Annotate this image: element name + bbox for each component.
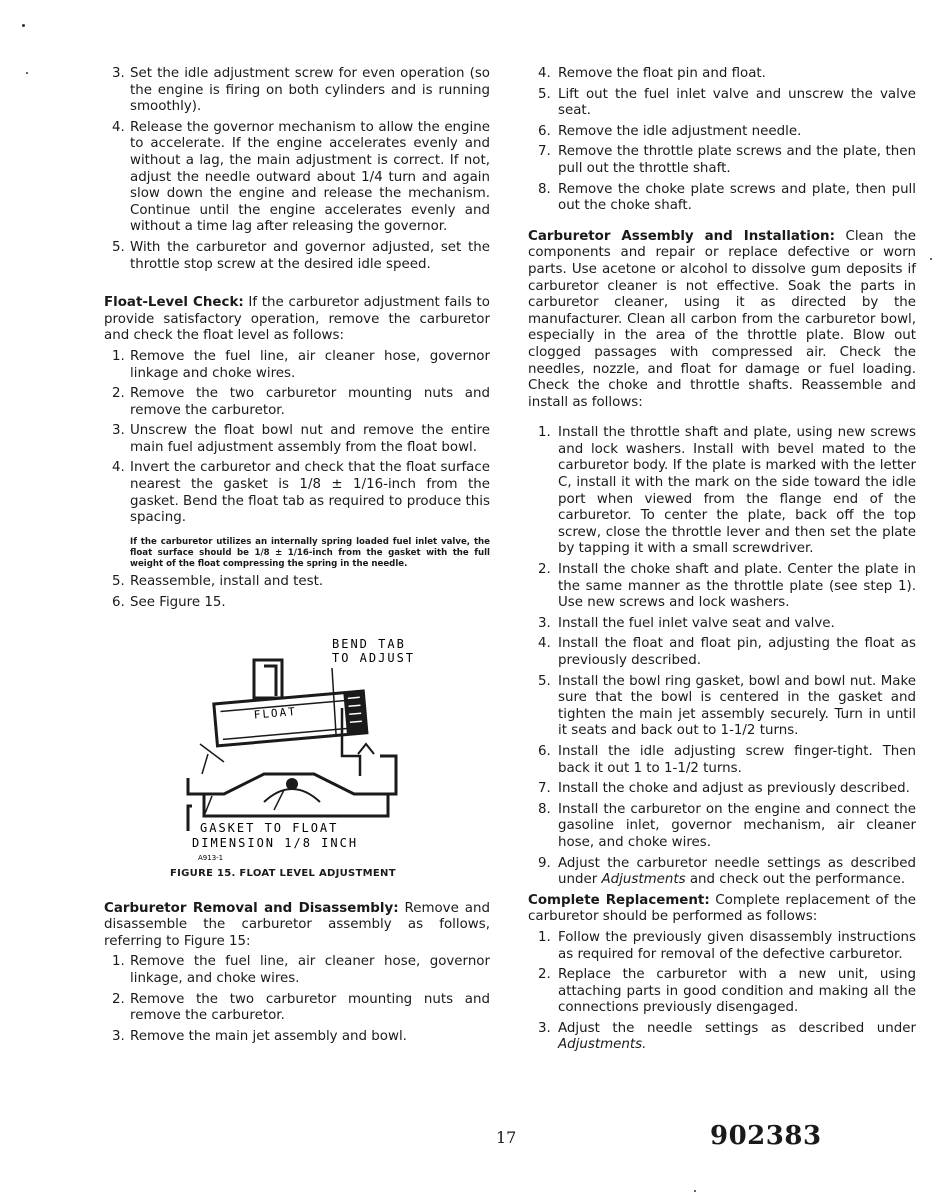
list-item-number: 7.	[538, 144, 551, 160]
scan-speck	[26, 72, 28, 74]
list-item-number: 3.	[538, 1020, 551, 1036]
figure-caption: FIGURE 15. FLOAT LEVEL ADJUSTMENT	[170, 867, 396, 879]
list-item	[528, 66, 916, 83]
list-item-text: See Figure 15.	[130, 595, 226, 611]
list-item	[104, 423, 490, 456]
list-item-text: Remove the idle adjustment needle.	[558, 123, 802, 139]
list-item-text: Install the throttle shaft and plate, using new screws and lock washers. Install with bevel mated to the carburetor body. If the plate is marked with the letter C, install it with the mark on the side toward the idle port when viewed from the flange end of the carburetor. To center the plate, back off the top screw, close the throttle lever and then set the plate by tapping it with a small screwdriver.	[558, 425, 916, 557]
list-item-number: 1.	[538, 425, 551, 441]
figure-code-label: A913-1	[198, 853, 224, 862]
list-item	[528, 674, 916, 740]
list-item-text: Replace the carburetor with a new unit, using attaching parts in good condition and making all the connections previously disengaged.	[558, 967, 916, 1016]
removal-text: Remove and disassemble the carburetor assembly as follows, referring to Figure 15:	[104, 900, 490, 949]
list-item-text: Remove the fuel line, air cleaner hose, governor linkage and choke wires.	[130, 348, 490, 381]
list-item	[104, 1029, 490, 1046]
list-item-text: Follow the previously given disassembly instructions as required for removal of the defective carburetor.	[558, 929, 916, 962]
scan-speck	[930, 258, 932, 260]
list-item-text: With the carburetor and governor adjusted, set the throttle stop screw at the desired idle speed.	[130, 239, 490, 272]
list-item	[104, 992, 490, 1025]
adjustments-reference: Adjustments	[601, 872, 686, 888]
list-item	[528, 124, 916, 141]
list-item	[528, 744, 916, 777]
float-level-check-text: If the carburetor adjustment fails to provide satisfactory operation, remove the carburetor and check the float level as follows:	[104, 295, 490, 344]
list-item-text-end: and check out the performance.	[685, 872, 906, 888]
list-item-text: Set the idle adjustment screw for even operation (so the engine is firing on both cylinders and is running smoothly).	[130, 66, 490, 115]
gasket-to-float-label: GASKET TO FLOAT	[200, 820, 339, 835]
list-item	[104, 954, 490, 987]
list-item	[528, 802, 916, 852]
left-column	[104, 66, 490, 1049]
list-item-text: Install the fuel inlet valve seat and valve.	[558, 615, 835, 631]
bend-tab-label: BEND TAB	[332, 636, 406, 651]
replacement-step-3-list	[528, 1021, 916, 1054]
complete-replacement-heading: Complete Replacement:	[528, 892, 710, 908]
list-item-number: 2.	[538, 562, 551, 578]
list-item	[528, 616, 916, 633]
list-item-number: 3.	[112, 1028, 125, 1044]
list-item-text: Adjust the needle settings as described under	[558, 1020, 916, 1036]
float-level-check-paragraph	[104, 295, 490, 345]
list-item	[528, 425, 916, 558]
scan-speck	[694, 1190, 696, 1192]
list-item-text: Remove the two carburetor mounting nuts and remove the carburetor.	[130, 386, 490, 418]
replacement-steps-list	[528, 930, 916, 1017]
list-item-number: 4.	[538, 636, 551, 652]
list-item-text: Install the choke shaft and plate. Center the plate in the same manner as the throttle plate (see step 1). Use new screws and lock washers.	[558, 562, 916, 611]
float-level-figure	[104, 626, 490, 862]
list-item-number: 7.	[538, 781, 551, 797]
list-item-text: Lift out the fuel inlet valve and unscrew the valve seat.	[558, 86, 916, 119]
removal-paragraph	[104, 901, 490, 951]
list-item-number: 1.	[538, 929, 551, 945]
list-item-number: 5.	[538, 673, 551, 689]
page-number: 17	[496, 1128, 517, 1147]
list-item-number: 2.	[538, 967, 551, 983]
list-item-number: 6.	[538, 123, 551, 139]
assembly-paragraph	[528, 229, 916, 412]
list-item-text: Remove the choke plate screws and plate, then pull out the choke shaft.	[558, 181, 916, 214]
list-item-text: Install the idle adjusting screw finger-tight. Then back it out 1 to 1-1/2 turns.	[558, 743, 916, 776]
scan-speck	[22, 24, 25, 27]
to-adjust-label: TO ADJUST	[332, 650, 416, 665]
adjustment-steps-list	[104, 66, 490, 273]
list-item-text: Remove the two carburetor mounting nuts and remove the carburetor.	[130, 991, 490, 1024]
list-item-text: Release the governor mechanism to allow the engine to accelerate. If the engine accelerates evenly and without a lag, the main adjustment is correct. If not, adjust the needle outward about 1/4 turn and again slow down the engine and release the mechanism. Continue until the engine accelerates evenly and without a time lag after releasing the governor.	[130, 119, 490, 235]
list-item-number: 4.	[538, 66, 551, 81]
list-item	[528, 1021, 916, 1054]
list-item-number: 3.	[112, 423, 125, 439]
list-item-text: Invert the carburetor and check that the float surface nearest the gasket is 1/8 ± 1/16-inch from the gasket. Bend the float tab as required to produce this spacing.	[130, 460, 490, 526]
document-number: 902383	[710, 1121, 822, 1151]
list-item-number: 3.	[538, 615, 551, 631]
list-item	[104, 460, 490, 526]
list-item	[104, 240, 490, 273]
list-item-text: Unscrew the float bowl nut and remove the entire main fuel adjustment assembly from the float bowl.	[130, 423, 490, 455]
list-item-text: Install the choke and adjust as previously described.	[558, 781, 910, 797]
list-item-text: Adjust the carburetor needle settings as described under	[558, 855, 916, 888]
list-item	[104, 574, 490, 591]
removal-heading: Carburetor Removal and Disassembly:	[104, 900, 399, 916]
list-item-text: Install the float and float pin, adjusting the float as previously described.	[558, 636, 916, 668]
list-item-number: 8.	[538, 181, 551, 197]
dimension-label: DIMENSION 1/8 INCH	[192, 835, 359, 850]
list-item	[528, 636, 916, 669]
float-label: FLOAT	[253, 704, 298, 722]
list-item-text: Install the bowl ring gasket, bowl and bowl nut. Make sure that the bowl is centered in the gasket and tighten the main jet assembly securely. Turn in until it seats and back out to 1-1/2 turns.	[558, 673, 916, 739]
list-item	[528, 967, 916, 1017]
assembly-heading: Carburetor Assembly and Installation:	[528, 228, 835, 244]
list-item-text: Remove the float pin and float.	[558, 66, 766, 81]
list-item-number: 4.	[112, 460, 125, 476]
complete-replacement-text: Complete replacement of the carburetor should be performed as follows:	[528, 892, 916, 925]
list-item	[528, 144, 916, 177]
list-item-number: 6.	[538, 743, 551, 759]
list-item-number: 2.	[112, 386, 125, 402]
list-item-text: Reassemble, install and test.	[130, 574, 324, 590]
list-item	[528, 930, 916, 963]
list-item	[528, 856, 916, 889]
list-item	[528, 87, 916, 120]
adjustments-reference: Adjustments.	[558, 1037, 647, 1053]
list-item-number: 1.	[112, 954, 125, 970]
list-item-number: 2.	[112, 991, 125, 1007]
list-item-number: 1.	[112, 348, 125, 364]
spring-loaded-valve-note: If the carburetor utilizes an internally spring loaded fuel inlet valve, the float surface should be 1/8 ± 1/16-inch from the gasket with the full weight of the float compressing the spring in the needle.	[130, 536, 490, 570]
list-item-text: Remove the fuel line, air cleaner hose, governor linkage, and choke wires.	[130, 954, 490, 987]
list-item-text: Install the carburetor on the engine and connect the gasoline inlet, governor mechanism, air cleaner hose, and choke wires.	[558, 801, 916, 850]
right-column	[528, 66, 916, 1058]
list-item-text: Remove the throttle plate screws and the plate, then pull out the throttle shaft.	[558, 144, 916, 176]
float-check-final-steps-list	[104, 574, 490, 611]
assembly-step-9-list	[528, 856, 916, 889]
list-item	[528, 182, 916, 215]
list-item	[104, 595, 490, 612]
removal-steps-list	[104, 954, 490, 1045]
list-item	[104, 386, 490, 419]
float-check-steps-list	[104, 349, 490, 527]
assembly-text: Clean the components and repair or replace defective or worn parts. Use acetone or alcohol to dissolve gum deposits if carburetor cleaner is not effective. Soak the parts in carburetor cleaner, using it as directed by the manufacturer. Clean all carbon from the carburetor bowl, especially in the area of the throttle plate. Blow out clogged passages with compressed air. Check the needles, nozzle, and float for damage or fuel loading. Check the choke and throttle shafts. Reassemble and install as follows:	[528, 228, 917, 410]
list-item	[104, 120, 490, 236]
list-item	[104, 349, 490, 382]
list-item-text: Remove the main jet assembly and bowl.	[130, 1028, 407, 1044]
float-diagram	[104, 626, 490, 862]
float-level-check-heading: Float-Level Check:	[104, 295, 244, 311]
assembly-steps-list	[528, 425, 916, 851]
list-item-number: 8.	[538, 801, 551, 817]
complete-replacement-paragraph	[528, 893, 916, 926]
list-item-number: 5.	[538, 86, 551, 102]
list-item	[528, 562, 916, 612]
list-item	[528, 781, 916, 798]
list-item-number: 5.	[112, 574, 125, 590]
list-item-number: 5.	[112, 239, 125, 255]
list-item-number: 3.	[112, 66, 125, 81]
disassembly-steps-list	[528, 66, 916, 215]
list-item-number: 9.	[538, 855, 551, 871]
list-item-number: 4.	[112, 119, 125, 135]
list-item	[104, 66, 490, 116]
list-item-number: 6.	[112, 595, 125, 611]
